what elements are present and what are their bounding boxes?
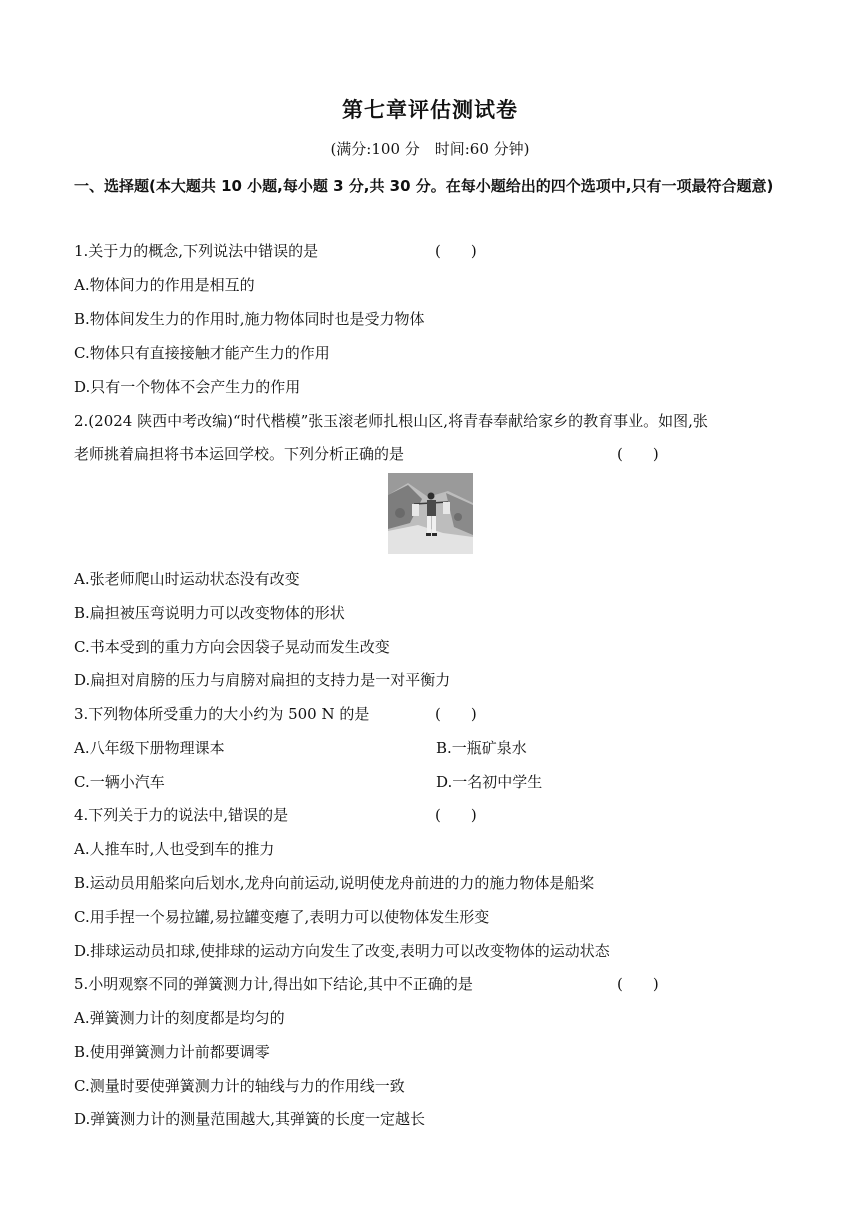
question-3-option-b: B.一瓶矿泉水 (436, 739, 527, 757)
question-3-option-a: A.八年级下册物理课本 (74, 739, 225, 757)
question-2-option-c: C.书本受到的重力方向会因袋子晃动而发生改变 (74, 638, 390, 656)
question-4-option-c: C.用手捏一个易拉罐,易拉罐变瘪了,表明力可以使物体发生形变 (74, 908, 490, 926)
question-5-answer-bracket: ( ) (617, 975, 659, 993)
question-3-answer-bracket: ( ) (435, 705, 477, 723)
question-5-option-a: A.弹簧测力计的刻度都是均匀的 (74, 1009, 285, 1027)
question-4-option-d: D.排球运动员扣球,使排球的运动方向发生了改变,表明力可以改变物体的运动状态 (74, 942, 610, 960)
question-2-stem-line-1: 2.(2024 陕西中考改编)“时代楷模”张玉滚老师扎根山区,将青春奉献给家乡的教育事业。如图,张 (74, 412, 708, 430)
question-2-option-a: A.张老师爬山时运动状态没有改变 (74, 570, 300, 588)
question-4-stem: 4.下列关于力的说法中,错误的是 (74, 806, 289, 824)
question-5-option-d: D.弹簧测力计的测量范围越大,其弹簧的长度一定越长 (74, 1110, 426, 1128)
question-5-stem: 5.小明观察不同的弹簧测力计,得出如下结论,其中不正确的是 (74, 975, 473, 993)
question-1-option-c: C.物体只有直接接触才能产生力的作用 (74, 344, 330, 362)
question-1-option-a: A.物体间力的作用是相互的 (74, 276, 255, 294)
question-2-answer-bracket: ( ) (617, 445, 659, 463)
question-2-option-b: B.扁担被压弯说明力可以改变物体的形状 (74, 604, 345, 622)
question-1-stem: 1.关于力的概念,下列说法中错误的是 (74, 242, 319, 260)
question-2-stem-line-2: 老师挑着扁担将书本运回学校。下列分析正确的是 (74, 445, 405, 463)
section-heading: 一、选择题(本大题共 10 小题,每小题 3 分,共 30 分。在每小题给出的四个选项中,只有一项最符合题意) (74, 177, 774, 195)
question-3-stem: 3.下列物体所受重力的大小约为 500 N 的是 (74, 705, 370, 723)
question-5-option-b: B.使用弹簧测力计前都要调零 (74, 1043, 270, 1061)
question-4-option-b: B.运动员用船桨向后划水,龙舟向前运动,说明使龙舟前进的力的施力物体是船桨 (74, 874, 595, 892)
question-3-option-c: C.一辆小汽车 (74, 773, 165, 791)
exam-info: (满分:100 分 时间:60 分钟) (330, 140, 530, 158)
question-1-answer-bracket: ( ) (435, 242, 477, 260)
question-4-option-a: A.人推车时,人也受到车的推力 (74, 840, 275, 858)
question-2-photo (388, 473, 473, 554)
page-title: 第七章评估测试卷 (342, 98, 518, 122)
question-2-option-d: D.扁担对肩膀的压力与肩膀对扁担的支持力是一对平衡力 (74, 671, 451, 689)
question-1-option-d: D.只有一个物体不会产生力的作用 (74, 378, 301, 396)
question-4-answer-bracket: ( ) (435, 806, 477, 824)
teacher-carrying-pole-image (388, 473, 473, 554)
question-3-option-d: D.一名初中学生 (436, 773, 543, 791)
question-1-option-b: B.物体间发生力的作用时,施力物体同时也是受力物体 (74, 310, 425, 328)
question-5-option-c: C.测量时要使弹簧测力计的轴线与力的作用线一致 (74, 1077, 405, 1095)
